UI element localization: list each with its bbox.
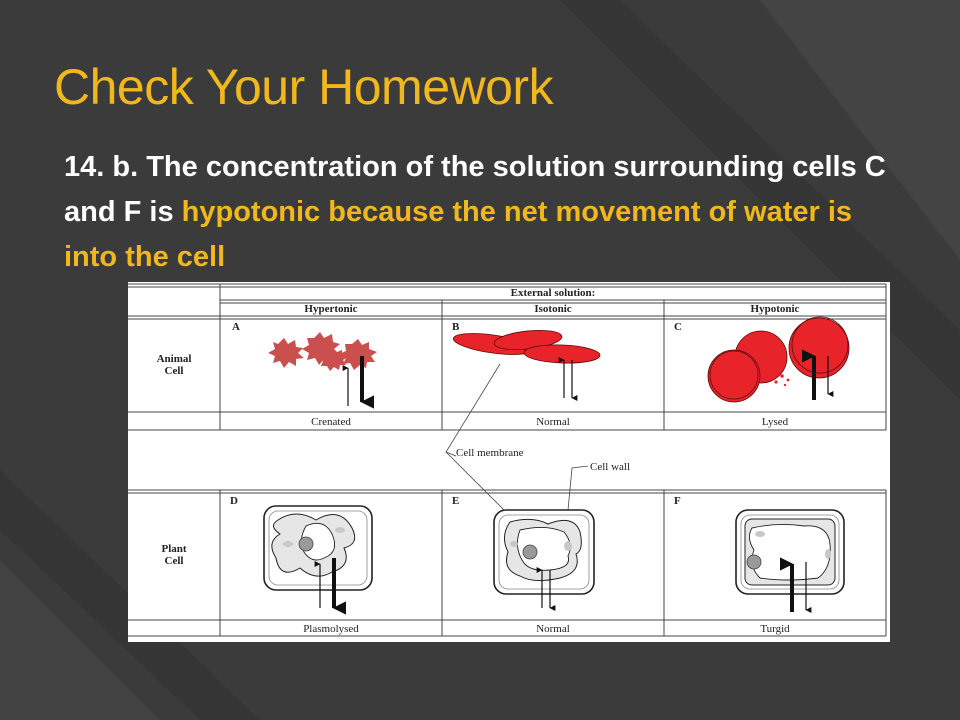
panel-letter-c: C: [674, 321, 682, 333]
column-header-hypotonic: Hypotonic: [750, 303, 800, 315]
result-lysed: Lysed: [761, 416, 789, 428]
highlight-explanation: because the net movement of water is into the cell: [64, 196, 853, 273]
panel-letter-e: E: [452, 495, 460, 507]
annotation-cell-wall: Cell wall: [590, 461, 631, 473]
osmosis-diagram: [128, 282, 890, 642]
row-label-animal: Animal: [156, 353, 192, 365]
body-text-prefix: 14. b. The concentration of the solution surrounding cells C and F is: [64, 151, 886, 228]
panel-letter-b: B: [452, 321, 460, 333]
result-turgid: Turgid: [760, 623, 790, 635]
osmosis-figure: [128, 282, 890, 642]
external-solution-header: External solution:: [510, 287, 596, 299]
result-normal-animal: Normal: [536, 416, 570, 428]
row-label-plant-cell: Cell: [164, 555, 184, 567]
panel-letter-a: A: [232, 321, 240, 333]
normal-plant-cell: [494, 510, 594, 594]
panel-letter-d: D: [230, 495, 238, 507]
annotation-leader-lines: [446, 364, 588, 514]
normal-red-cells-illustration: [452, 327, 600, 364]
row-label-plant: Plant: [161, 543, 187, 555]
result-normal-plant: Normal: [536, 623, 570, 635]
column-header-hypertonic: Hypertonic: [304, 303, 358, 315]
highlight-hypotonic: hypotonic: [181, 196, 321, 228]
row-label-animal-cell: Cell: [164, 365, 184, 377]
column-header-isotonic: Isotonic: [534, 303, 572, 315]
plasmolysed-plant-cell: [264, 506, 372, 590]
panel-letter-f: F: [674, 495, 681, 507]
result-crenated: Crenated: [311, 416, 351, 428]
result-plasmolysed: Plasmolysed: [303, 623, 359, 635]
slide-body-text: [64, 145, 904, 280]
slide-title: Check Your Homework: [54, 59, 554, 115]
annotation-cell-membrane: Cell membrane: [456, 447, 524, 459]
